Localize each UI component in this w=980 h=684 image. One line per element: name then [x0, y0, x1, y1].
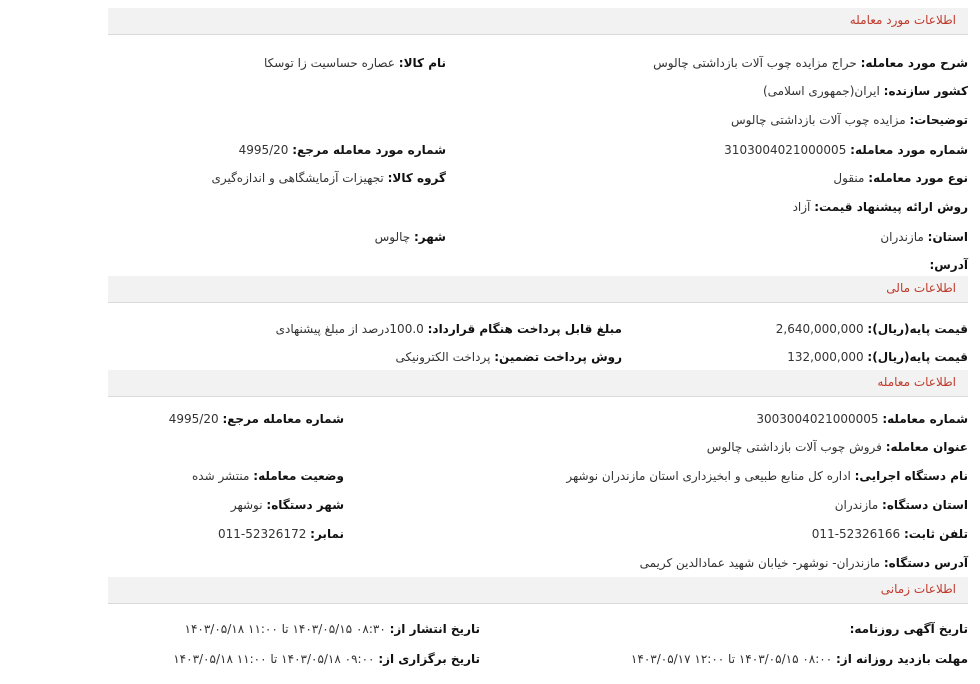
section-title: اطلاعات معامله	[877, 375, 956, 389]
field-fax	[218, 526, 344, 542]
label: روش ارائه پیشنهاد قیمت:	[814, 200, 968, 214]
field-transaction-title	[707, 439, 968, 455]
field-province	[880, 229, 968, 245]
section-title: اطلاعات مورد معامله	[849, 13, 956, 27]
field-publish-date	[185, 621, 480, 637]
field-notes	[731, 112, 968, 128]
value: فروش چوب آلات بازداشتی چالوس	[706, 440, 882, 454]
label: مهلت بازدید روزانه از:	[836, 652, 968, 666]
value: ۰۹:۰۰ ۱۴۰۳/۰۵/۱۸ تا ۱۱:۰۰ ۱۴۰۳/۰۵/۱۸	[173, 652, 375, 666]
label: استان دستگاه:	[882, 498, 968, 512]
label: قیمت پایه(ریال):	[867, 350, 968, 364]
label: گروه کالا:	[387, 171, 446, 185]
label: تاریخ انتشار از:	[389, 622, 480, 636]
field-item-name	[264, 55, 446, 71]
label: تاریخ برگزاری از:	[378, 652, 480, 666]
label: شماره معامله:	[882, 412, 968, 426]
value: ۰۸:۳۰ ۱۴۰۳/۰۵/۱۵ تا ۱۱:۰۰ ۱۴۰۳/۰۵/۱۸	[184, 622, 386, 636]
value: پرداخت الکترونیکی	[395, 350, 491, 364]
value: مازندران	[880, 230, 924, 244]
section-header-deal-info	[108, 8, 968, 35]
field-newspaper-date	[850, 621, 968, 637]
field-holding-date	[173, 651, 480, 667]
label: شماره مورد معامله مرجع:	[292, 143, 446, 157]
section-title: اطلاعات مالی	[886, 281, 956, 295]
value: آزاد	[792, 200, 811, 214]
value: 4995/20	[168, 412, 219, 426]
field-address	[929, 257, 968, 273]
section-title: اطلاعات زمانی	[880, 582, 956, 596]
value: ۰۸:۰۰ ۱۴۰۳/۰۵/۱۵ تا ۱۲:۰۰ ۱۴۰۳/۰۵/۱۷	[630, 652, 833, 666]
field-transaction-number	[756, 411, 968, 427]
section-header-timing	[108, 577, 968, 604]
section-header-transaction	[108, 370, 968, 397]
field-transaction-ref	[169, 411, 344, 427]
value: حراج مزایده چوب آلات بازداشتی چالوس	[653, 56, 857, 70]
label: نوع مورد معامله:	[868, 171, 968, 185]
field-org-address	[640, 555, 968, 571]
label: شرح مورد معامله:	[860, 56, 968, 70]
label: کشور سازنده:	[883, 84, 968, 98]
value: 52326166-011	[811, 527, 901, 541]
label: آدرس:	[929, 258, 968, 272]
value: منتشر شده	[191, 469, 250, 483]
label: شهر دستگاه:	[266, 498, 344, 512]
label: استان:	[927, 230, 968, 244]
label: تلفن ثابت:	[903, 527, 968, 541]
field-base-price	[776, 321, 968, 337]
value: 100.0درصد از مبلغ پیشنهادی	[275, 322, 424, 336]
label: نمابر:	[310, 527, 344, 541]
label: عنوان معامله:	[885, 440, 968, 454]
value: چالوس	[374, 230, 411, 244]
value: مازندران	[834, 498, 879, 512]
field-maker-country	[763, 83, 968, 99]
section-header-financial	[108, 276, 968, 303]
label: توضیحات:	[909, 113, 968, 127]
label: شماره معامله مرجع:	[222, 412, 344, 426]
field-guarantee	[396, 349, 622, 365]
field-city	[375, 229, 446, 245]
value: نوشهر	[230, 498, 263, 512]
value: 52326172-011	[218, 527, 307, 541]
field-payable	[276, 321, 622, 337]
label: تاریخ آگهی روزنامه:	[849, 622, 968, 636]
value: مازندران- نوشهر- خیابان شهید عمادالدین کریمی	[639, 556, 881, 570]
field-ref-number	[239, 142, 446, 158]
label: روش پرداخت تضمین:	[494, 350, 622, 364]
value: 2,640,000,000	[775, 322, 864, 336]
value: تجهیزات آزمایشگاهی و اندازه‌گیری	[211, 171, 384, 185]
field-base-price-2	[787, 349, 968, 365]
field-status	[192, 468, 344, 484]
value: مزایده چوب آلات بازداشتی چالوس	[730, 113, 906, 127]
value: منقول	[833, 171, 865, 185]
label: شماره مورد معامله:	[850, 143, 968, 157]
label: شهر:	[414, 230, 446, 244]
field-phone	[812, 526, 968, 542]
value: عصاره حساسیت زا توسکا	[263, 56, 395, 70]
label: وضعیت معامله:	[253, 469, 344, 483]
field-org-province	[835, 497, 968, 513]
label: نام دستگاه اجرایی:	[854, 469, 968, 483]
field-visit-window	[631, 651, 968, 667]
label: نام کالا:	[398, 56, 446, 70]
field-deal-number	[724, 142, 968, 158]
field-org-name	[566, 468, 968, 484]
field-price-method	[793, 199, 968, 215]
field-goods-group	[211, 170, 446, 186]
label: مبلغ قابل پرداخت هنگام قرارداد:	[427, 322, 622, 336]
label: آدرس دستگاه:	[883, 556, 968, 570]
value: 132,000,000	[787, 350, 864, 364]
value: 3003004021000005	[756, 412, 879, 426]
field-deal-type	[833, 170, 968, 186]
value: اداره کل منابع طبیعی و ابخیزداری استان مازندران نوشهر	[566, 469, 851, 483]
field-org-city	[231, 497, 344, 513]
value: 4995/20	[238, 143, 289, 157]
field-description	[653, 55, 968, 71]
value: 3103004021000005	[724, 143, 847, 157]
value: ایران(جمهوری اسلامی)	[762, 84, 880, 98]
label: قیمت پایه(ریال):	[867, 322, 968, 336]
